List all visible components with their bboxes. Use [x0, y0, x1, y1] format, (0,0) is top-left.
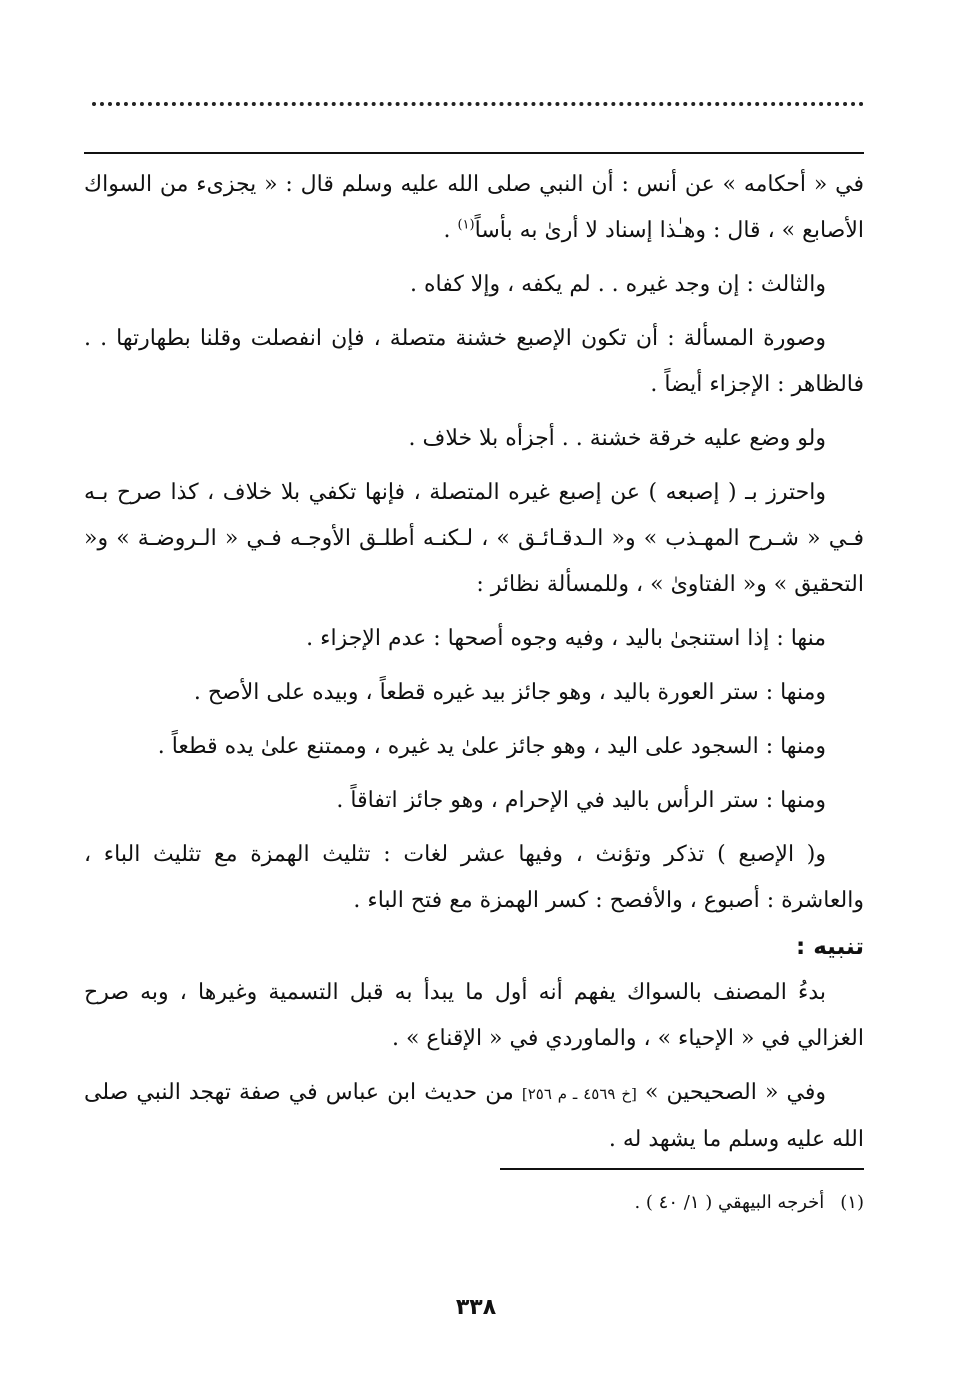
- footnote-separator: [500, 1168, 864, 1170]
- main-text: [84, 162, 864, 932]
- hadith-reference: [خ ٤٥٦٩ ـ م ٢٥٦]: [521, 1085, 637, 1103]
- footnote-ref[interactable]: (١): [457, 217, 475, 233]
- paragraph-9: ومنها : ستر الرأس باليد في الإحرام ، وهو جائز اتفاقاً .: [336, 788, 826, 813]
- page-number: ٣٣٨: [455, 1295, 497, 1320]
- paragraph-12: وفي « الصحيحين » [خ ٤٥٦٩ ـ م ٢٥٦] من حديث ابن عباس في صفة تهجد النبي صلى الله عليه وسلم ما يشهد له .: [84, 1080, 864, 1152]
- paragraph-8: ومنها : السجود على اليد ، وهو جائز علىٰ يد غيره ، وممتنع علىٰ يده قطعاً .: [157, 734, 826, 759]
- top-rule: [84, 152, 864, 154]
- paragraph-3: وصورة المسألة : أن تكون الإصبع خشنة متصلة ، فإن انفصلت وقلنا بطهارتها . . فالظاهر : الإجزاء أيضاً .: [84, 326, 864, 397]
- footnote-number: (١): [840, 1192, 864, 1213]
- footnote-text: أخرجه البيهقي ( ١/ ٤٠ ) .: [634, 1192, 825, 1213]
- paragraph-4: ولو وضع عليه خرقة خشنة . . أجزأه بلا خلاف .: [408, 426, 826, 451]
- paragraph-11: بدءُ المصنف بالسواك يفهم أنه أول ما يبدأ به قبل التسمية وغيرها ، وبه صرح الغزالي في « الإحياء » ، والماوردي في « الإقناع » .: [84, 980, 864, 1051]
- paragraph-5: واحترز بـ ( إصبعه ) عن إصبع غيره المتصلة ، فإنها تكفي بلا خلاف ، كذا صرح بـه فـي « شـرح المهـذب » و« الـدقـائـق » ، لـكنـه أطلـق الأوجـه فـي « الـروضـة » و« التحقيق » و« الفتاوىٰ » ، وللمسألة نظائر :: [84, 480, 864, 597]
- paragraph-1: في « أحكامه » عن أنس : أن النبي صلى الله عليه وسلم قال : « يجزىء من السواك الأصابع » ، قال : وهـٰذا إسناد لا أرىٰ به بأساً$^{(١)}$ .: [84, 172, 864, 243]
- paragraph-2: والثالث : إن وجد غيره . . لم يكفه ، وإلا كفاه .: [409, 272, 826, 297]
- paragraph-6: منها : إذا استنجىٰ باليد ، وفيه وجوه أصحها : عدم الإجزاء .: [306, 626, 826, 651]
- footnote: [84, 1185, 864, 1221]
- section-text: [84, 970, 864, 1171]
- dotted-separator: [92, 102, 864, 106]
- paragraph-7: ومنها : ستر العورة باليد ، وهو جائز بيد غيره قطعاً ، وبيده على الأصح .: [193, 680, 826, 705]
- paragraph-10: و( الإصبع ) تذكر وتؤنث ، وفيها عشر لغات : تثليث الهمزة مع تثليث الباء ، والعاشرة : أصبوع ، والأفصح : كسر الهمزة مع فتح الباء .: [84, 842, 864, 913]
- section-heading: تنبيه :: [796, 934, 864, 960]
